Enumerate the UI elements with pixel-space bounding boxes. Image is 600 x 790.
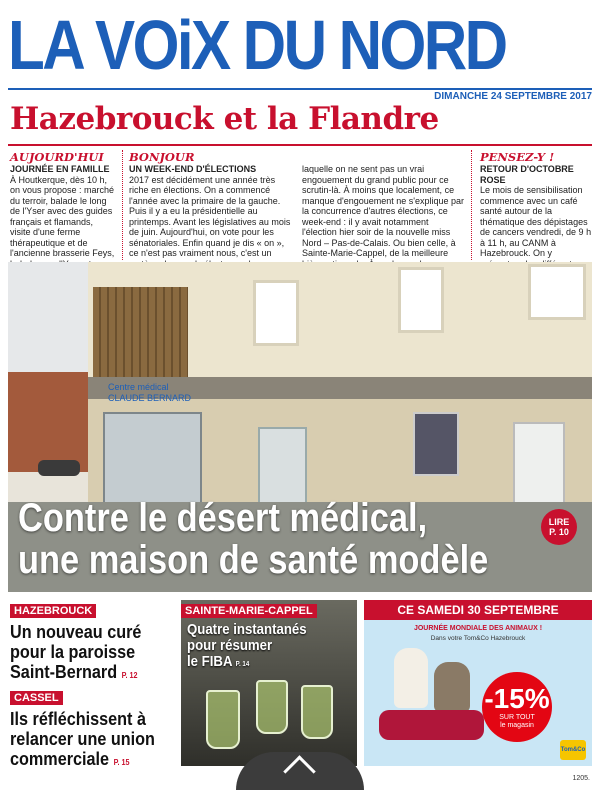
glass	[301, 685, 333, 739]
glass	[256, 680, 288, 734]
wooden-shutters	[93, 287, 188, 382]
lead-headline-line1: Contre le désert médical,	[18, 496, 428, 540]
lead-headline[interactable]	[18, 497, 488, 581]
ad-band: CE SAMEDI 30 SEPTEMBRE	[364, 600, 592, 620]
brand-logo: Tom&Co	[560, 740, 586, 760]
left-houses	[8, 372, 88, 472]
read-page: P. 10	[549, 527, 569, 537]
brief-tag: HAZEBROUCK	[10, 604, 96, 618]
body-text: Le mois de sensibilisation commence avec un café santé autour de la thématique des dépistages de cancers vendredi, de 9 h à 11 h, au CANM à Hazebrouck. On y	[480, 185, 592, 258]
clinic-sign-line2: CLAUDE BERNARD	[108, 393, 192, 403]
body-text: À Houtkerque, dès 10 h, on vous propose : marché du terroir, balade le long de l'Yser avec des guides français et flamands, visite d'une ferme thérapeutique et de l'ancienne brasserie Feys,	[10, 174, 115, 258]
glass-entrance	[103, 412, 202, 506]
chevron-up-icon	[283, 755, 316, 788]
column-bonjour	[122, 150, 472, 260]
door	[513, 422, 565, 511]
cushion	[379, 710, 484, 740]
advertisement[interactable]	[364, 600, 592, 766]
subhead: UN WEEK-END D'ÉLECTIONS	[129, 164, 257, 174]
brief-page: P. 12	[121, 671, 138, 680]
brief-line: Ils réfléchissent à	[10, 709, 146, 729]
dog-illustration	[394, 648, 428, 708]
window	[528, 264, 586, 320]
kicker: PENSEZ-Y !	[480, 150, 555, 164]
issue-date: DIMANCHE 24 SEPTEMBRE 2017	[434, 91, 592, 102]
brief-line: relancer une union	[10, 729, 155, 749]
masthead-title: LA VOiX DU NORD	[8, 6, 506, 84]
discount-line1: SUR TOUT	[499, 714, 535, 721]
read-page-badge[interactable]	[541, 509, 577, 545]
discount-line2: le magasin	[500, 722, 534, 729]
brief-headline	[10, 709, 159, 773]
page-number: 1205.	[572, 775, 590, 782]
read-label: LIRE	[548, 517, 570, 527]
inset-line: Quatre instantanés	[187, 621, 307, 638]
inset-page: P. 14	[235, 661, 250, 668]
brief-headline	[10, 622, 159, 686]
brief-line: Saint-Bernard	[10, 662, 118, 682]
inset-line: le FIBA	[187, 653, 232, 670]
glass	[206, 690, 240, 749]
clinic-sign-line1: Centre médical	[108, 382, 169, 392]
brief-line: commerciale	[10, 749, 110, 769]
cat-illustration	[434, 662, 470, 712]
divider	[8, 144, 592, 146]
door	[258, 427, 307, 506]
car	[38, 460, 80, 476]
brief-line: Un nouveau curé	[10, 622, 142, 642]
window	[413, 412, 459, 476]
inset-line: pour résumer	[187, 637, 273, 654]
inset-caption	[187, 622, 307, 673]
brief-hazebrouck[interactable]	[10, 601, 175, 686]
ad-line2: Dans votre Tom&Co Hazebrouck	[430, 635, 526, 642]
inset-tag: SAINTE-MARIE-CAPPEL	[181, 604, 317, 618]
masthead	[8, 8, 592, 88]
brief-cassel[interactable]	[10, 688, 175, 773]
inset-story[interactable]	[181, 600, 357, 766]
subhead: JOURNÉE EN FAMILLE	[10, 164, 110, 174]
scroll-up-tab[interactable]	[236, 752, 364, 790]
brief-line: pour la paroisse	[10, 642, 136, 662]
brief-page: P. 15	[113, 758, 130, 767]
brief-tag: CASSEL	[10, 691, 63, 705]
discount-value: -15%	[484, 683, 550, 714]
edition-title: Hazebrouck et la Flandre	[10, 101, 439, 137]
window	[398, 267, 444, 333]
subhead: RETOUR D'OCTOBRE ROSE	[480, 164, 574, 185]
window	[253, 280, 299, 346]
clinic-sign	[108, 382, 198, 408]
lead-headline-line2: une maison de santé modèle	[18, 538, 489, 582]
discount-badge	[482, 672, 552, 742]
kicker: BONJOUR	[129, 150, 195, 164]
kicker: AUJOURD'HUI	[10, 150, 104, 164]
body-text: 2017 est décidément une année très riche en élections. On a commencé l'année avec la primaire de la gauche. Puis il y a eu la présidentielle au printemps. Avant les législatives au mois de juin. Aujourd'hui, on vote pour les sénatoriales. Enfin quand je dis « on », ce n'est pas vraiment nous, c'est un laquelle on ne sent pas un vrai engouement du grand public pour ce scrutin-là. À moins que localement, ce manque d'engouement ne s'explique par la concurrence d'autres élections, ce week-end : il y avait notamment l'élection hier soir de la nouvelle miss Nord – Pas-de-Calais. Ou bien celle, à Sainte-Marie-Cappel, de la meilleure	[129, 164, 465, 258]
ad-line1: JOURNÉE MONDIALE DES ANIMAUX !	[413, 625, 543, 632]
